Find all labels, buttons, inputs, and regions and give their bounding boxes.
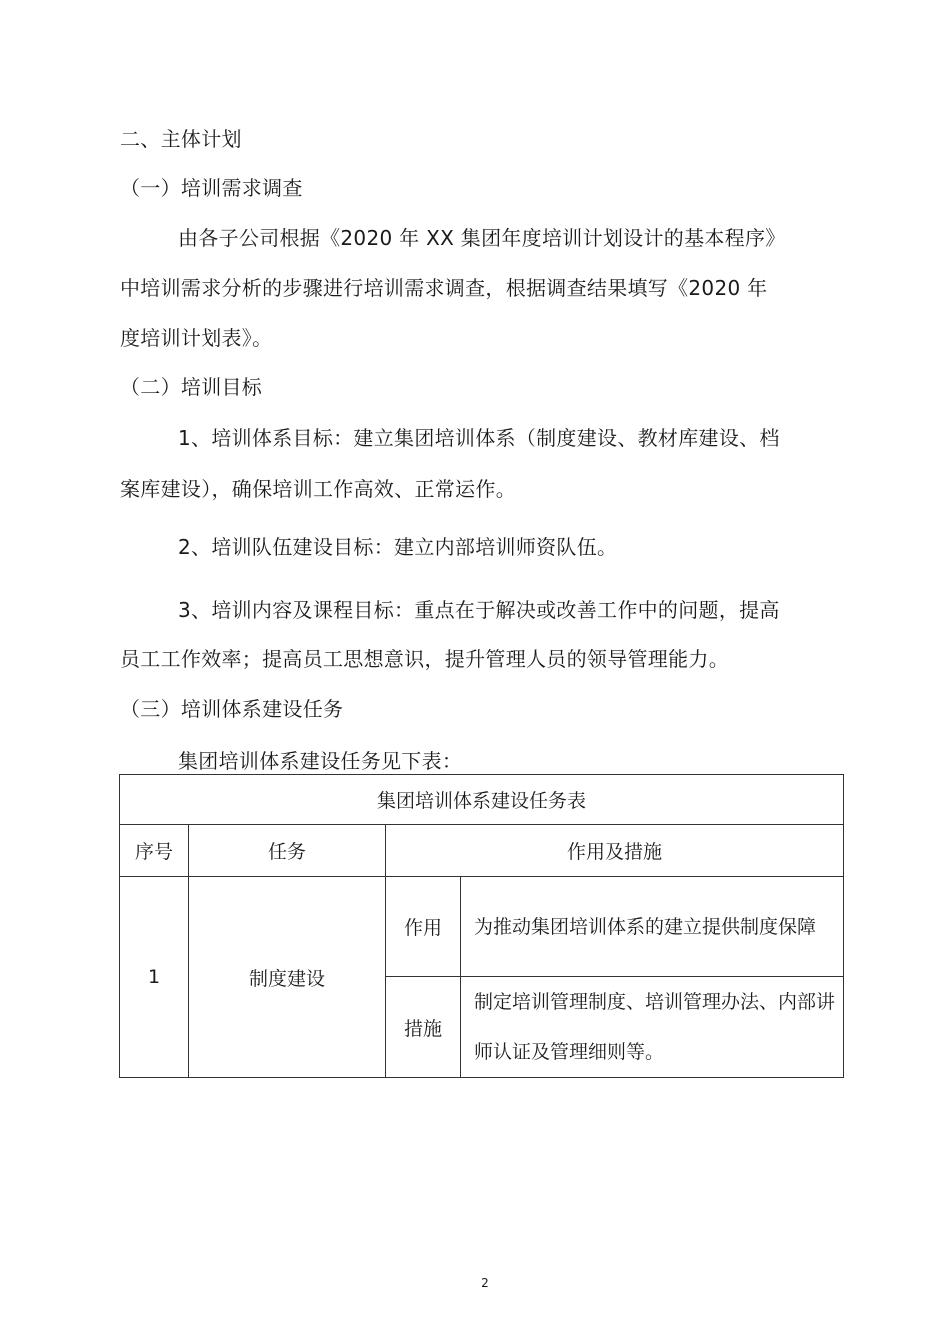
cell-effect-text: 为推动集团培训体系的建立提供制度保障 xyxy=(461,877,844,977)
subsection-heading-1: （一）培训需求调查 xyxy=(120,176,303,200)
goal-1-line: 1、培训体系目标：建立集团培训体系（制度建设、教材库建设、档 xyxy=(178,426,780,450)
cell-label-measure: 措施 xyxy=(386,977,461,1078)
cell-label-effect: 作用 xyxy=(386,877,461,977)
task-table xyxy=(119,774,844,1078)
goal-3-line: 员工工作效率；提高员工思想意识，提升管理人员的领导管理能力。 xyxy=(120,647,729,671)
subsection-heading-3: （三）培训体系建设任务 xyxy=(120,697,344,721)
header-measures: 作用及措施 xyxy=(386,825,844,877)
cell-measure-text: 制定培训管理制度、培训管理办法、内部讲师认证及管理细则等。 xyxy=(461,977,844,1078)
table-caption: 集团培训体系建设任务表 xyxy=(120,775,844,825)
header-no: 序号 xyxy=(120,825,189,877)
goal-2-line: 2、培训队伍建设目标：建立内部培训师资队伍。 xyxy=(178,535,618,559)
paragraph-line: 中培训需求分析的步骤进行培训需求调查，根据调查结果填写《2020 年 xyxy=(120,276,768,300)
goal-1-line: 案库建设），确保培训工作高效、正常运作。 xyxy=(120,477,516,501)
goal-3-line: 3、培训内容及课程目标：重点在于解决或改善工作中的问题，提高 xyxy=(178,598,780,622)
cell-no: 1 xyxy=(120,877,189,1078)
page-number: 2 xyxy=(481,1276,489,1290)
header-task: 任务 xyxy=(189,825,386,877)
table-intro: 集团培训体系建设任务见下表： xyxy=(178,749,463,773)
paragraph-line: 由各子公司根据《2020 年 XX 集团年度培训计划设计的基本程序》 xyxy=(178,226,786,250)
subsection-heading-2: （二）培训目标 xyxy=(120,375,263,399)
paragraph-line: 度培训计划表》。 xyxy=(120,326,273,350)
section-title: 二、主体计划 xyxy=(120,127,242,151)
cell-task: 制度建设 xyxy=(189,877,386,1078)
